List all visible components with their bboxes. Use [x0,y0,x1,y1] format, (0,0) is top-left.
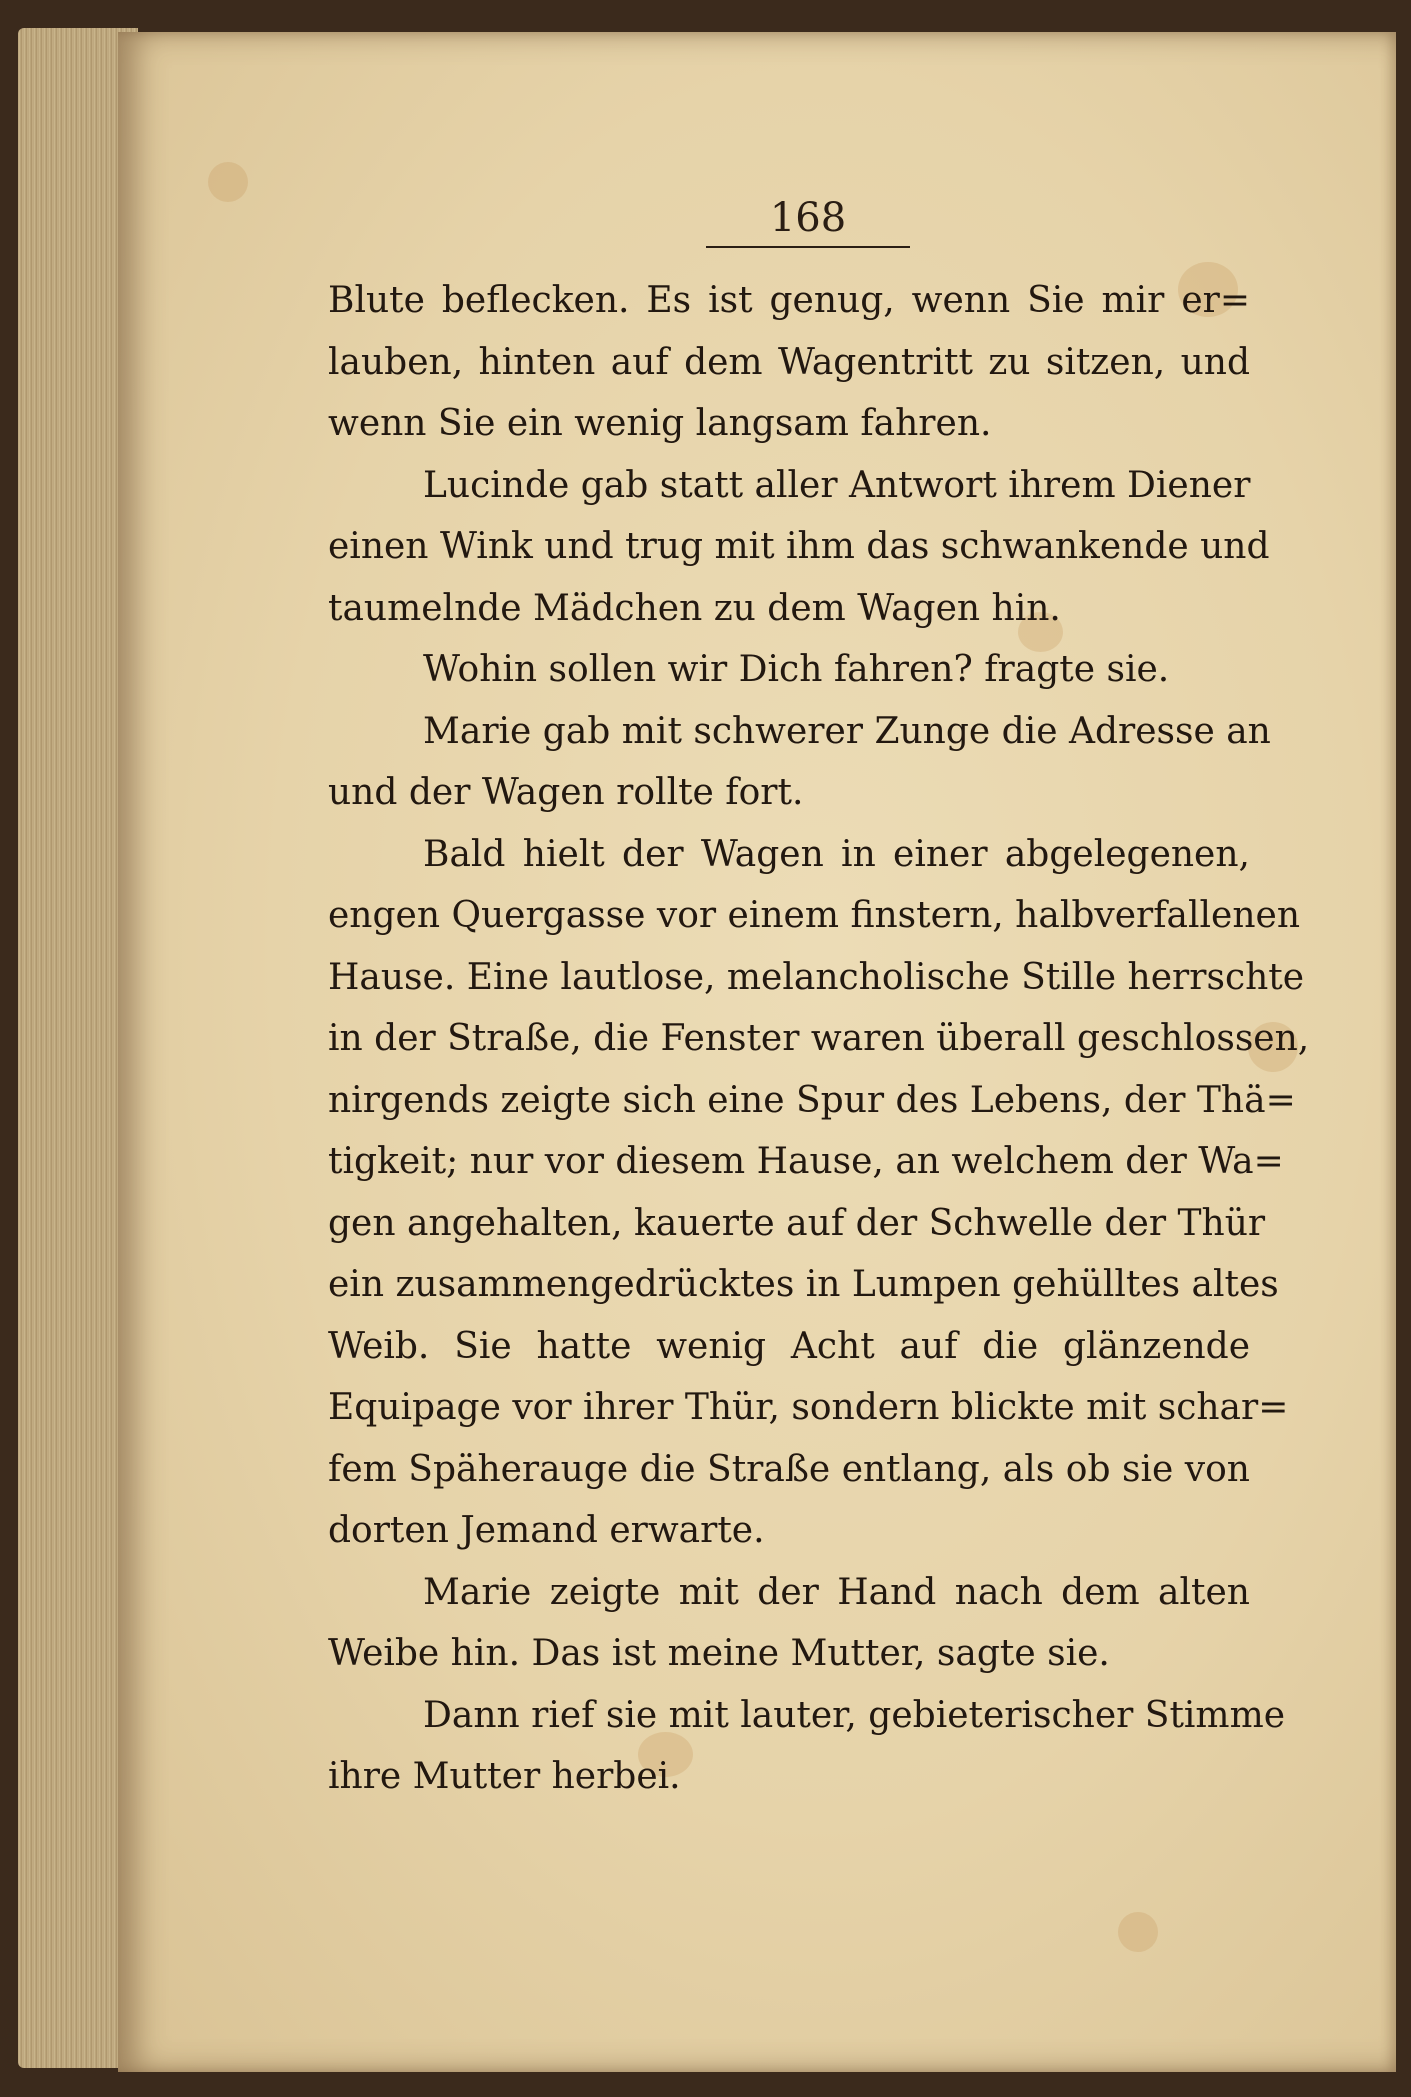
text-line: ein zusammengedrücktes in Lumpen gehülltes altes [328,1264,1279,1305]
text-line: in der Straße, die Fenster waren überall geschlossen, [328,1018,1310,1059]
text-line: Equipage vor ihrer Thür, sondern blickte mit schar= [328,1387,1289,1428]
text-line: dorten Jemand erwarte. [328,1510,765,1551]
text-line: Dann rief sie mit lauter, gebieterischer Stimme [423,1694,1286,1736]
text-line: fem Späherauge die Straße entlang, als ob sie von [328,1448,1250,1490]
text-line: nirgends zeigte sich eine Spur des Lebens, der Thä= [328,1079,1296,1121]
text-line: ihre Mutter herbei. [328,1756,681,1797]
text-line: Marie zeigte mit der Hand nach dem alten [423,1571,1250,1613]
text-line: Weib. Sie hatte wenig Acht auf die glänzende [328,1325,1250,1367]
header-rule [706,246,910,248]
text-line: einen Wink und trug mit ihm das schwankende und [328,526,1270,567]
text-line: Blute beflecken. Es ist genug, wenn Sie mir er= [328,280,1250,321]
text-line: Marie gab mit schwerer Zunge die Adresse an [423,710,1271,752]
text-line: gen angehalten, kauerte auf der Schwelle der Thür [328,1202,1266,1244]
text-line: und der Wagen rollte fort. [328,772,804,813]
text-line: tigkeit; nur vor diesem Hause, an welchem der Wa= [328,1141,1284,1182]
text-line: taumelnde Mädchen zu dem Wagen hin. [328,587,1061,629]
text-line: wenn Sie ein wenig langsam fahren. [328,403,992,444]
body-text [328,270,1310,1808]
text-line: Weibe hin. Das ist meine Mutter, sagte sie. [328,1633,1110,1674]
text-line: lauben, hinten auf dem Wagentritt zu sitzen, und [328,341,1250,383]
foxing-spot [1118,1912,1158,1952]
text-line: Wohin sollen wir Dich fahren? fragte sie. [423,649,1170,690]
text-line: engen Quergasse vor einem finstern, halbverfallenen [328,895,1301,936]
text-line: Hause. Eine lautlose, melancholische Stille herrschte [328,956,1305,998]
text-line: Lucinde gab statt aller Antwort ihrem Diener [423,464,1251,506]
text-line: Bald hielt der Wagen in einer abgelegenen, [423,833,1250,875]
foxing-spot [208,162,248,202]
page-number: 168 [769,195,847,241]
